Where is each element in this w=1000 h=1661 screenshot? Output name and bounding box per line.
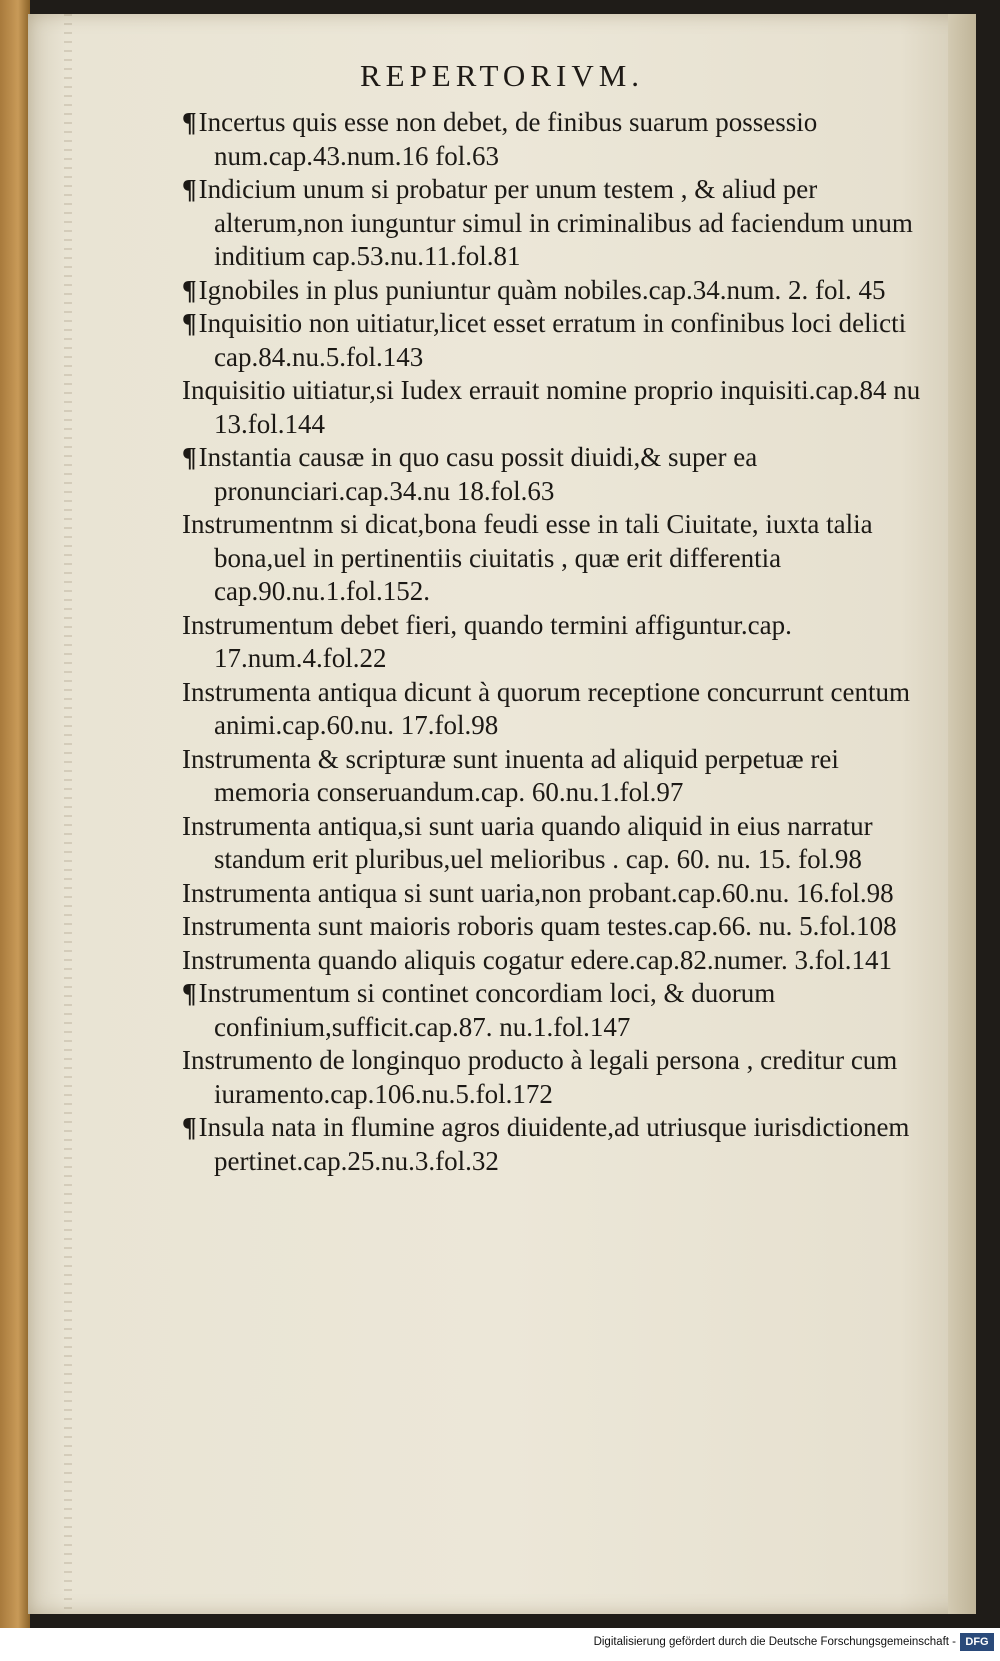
paragraph-mark-icon: ¶ <box>182 442 197 472</box>
index-entry <box>182 274 922 308</box>
index-entry <box>182 877 922 911</box>
index-entry <box>182 441 922 508</box>
entry-text: Instrumentum si continet concordiam loci, & duorum confinium,sufficit.cap.87. nu.1.fol.147 <box>198 978 776 1042</box>
entry-text: Instantia causæ in quo casu possit diuidi,& super ea pronunciari.cap.34.nu 18.fol.63 <box>198 442 758 506</box>
index-entry <box>182 106 922 173</box>
digitization-credit: Digitalisierung gefördert durch die Deutsche Forschungsgemeinschaft - <box>593 1636 956 1648</box>
index-entry <box>182 977 922 1044</box>
entry-text: Instrumenta quando aliquis cogatur edere.cap.82.numer. 3.fol.141 <box>182 944 893 975</box>
paragraph-mark-icon: ¶ <box>182 1112 197 1142</box>
paragraph-mark-icon: ¶ <box>182 308 197 338</box>
book-cover-edge <box>0 0 30 1628</box>
entry-text: Instrumenta antiqua,si sunt uaria quando aliquid in eius narratur standum erit pluribus,uel melioribus . cap. 60. nu. 15. fol.98 <box>182 810 873 874</box>
index-entry <box>182 810 922 877</box>
entry-text: Inquisitio non uitiatur,licet esset erratum in confinibus loci delicti cap.84.nu.5.fol.143 <box>198 308 907 372</box>
entry-text: Incertus quis esse non debet, de finibus suarum possessio num.cap.43.num.16 fol.63 <box>198 107 818 171</box>
index-entry <box>182 173 922 274</box>
index-entry <box>182 374 922 441</box>
index-entry <box>182 1044 922 1111</box>
paragraph-mark-icon: ¶ <box>182 978 197 1008</box>
index-entry <box>182 944 922 978</box>
index-entries <box>182 106 922 1178</box>
entry-text: Instrumenta antiqua dicunt à quorum receptione concurrunt centum animi.cap.60.nu. 17.fol.98 <box>182 676 910 740</box>
paragraph-mark-icon: ¶ <box>182 174 197 204</box>
paragraph-mark-icon: ¶ <box>182 107 197 137</box>
footer-bar <box>0 1628 1000 1661</box>
index-entry <box>182 307 922 374</box>
page-edge <box>948 14 976 1614</box>
index-entry <box>182 1111 922 1178</box>
running-title: REPERTORIVM. <box>359 58 645 93</box>
gutter-shadow <box>64 14 72 1614</box>
index-entry <box>182 910 922 944</box>
entry-text: Ignobiles in plus puniuntur quàm nobiles.cap.34.num. 2. fol. 45 <box>198 274 886 305</box>
index-entry <box>182 508 922 609</box>
entry-text: Instrumenta antiqua si sunt uaria,non probant.cap.60.nu. 16.fol.98 <box>182 877 894 908</box>
entry-text: Instrumentnm si dicat,bona feudi esse in tali Ciuitate, iuxta talia bona,uel in pertinentiis ciuitatis , quæ erit differentia cap.90.nu.1.fol.152. <box>182 509 873 606</box>
entry-text: Instrumenta & scripturæ sunt inuenta ad aliquid perpetuæ rei memoria conseruandum.cap. 60.nu.1.fol.97 <box>182 743 839 807</box>
entry-text: Inquisitio uitiatur,si Iudex errauit nomine proprio inquisiti.cap.84 nu 13.fol.144 <box>182 375 921 439</box>
dfg-logo: DFG <box>960 1633 994 1651</box>
book-page <box>28 14 976 1614</box>
entry-text: Instrumenta sunt maioris roboris quam testes.cap.66. nu. 5.fol.108 <box>182 911 897 941</box>
index-entry <box>182 609 922 676</box>
entry-text: Indicium unum si probatur per unum testem , & aliud per alterum,non iunguntur simul in criminalibus ad faciendum unum inditium cap.53.nu.11.fol.81 <box>198 174 913 271</box>
entry-text: Insula nata in flumine agros diuidente,ad utriusque iurisdictionem pertinet.cap.25.nu.3.fol.32 <box>198 1112 910 1176</box>
entry-text: Instrumentum debet fieri, quando termini affiguntur.cap. 17.num.4.fol.22 <box>182 609 792 673</box>
entry-text: Instrumento de longinquo producto à legali persona , creditur cum iuramento.cap.106.nu.5.fol.172 <box>182 1045 898 1109</box>
index-entry <box>182 676 922 743</box>
paragraph-mark-icon: ¶ <box>182 274 197 305</box>
index-entry <box>182 743 922 810</box>
